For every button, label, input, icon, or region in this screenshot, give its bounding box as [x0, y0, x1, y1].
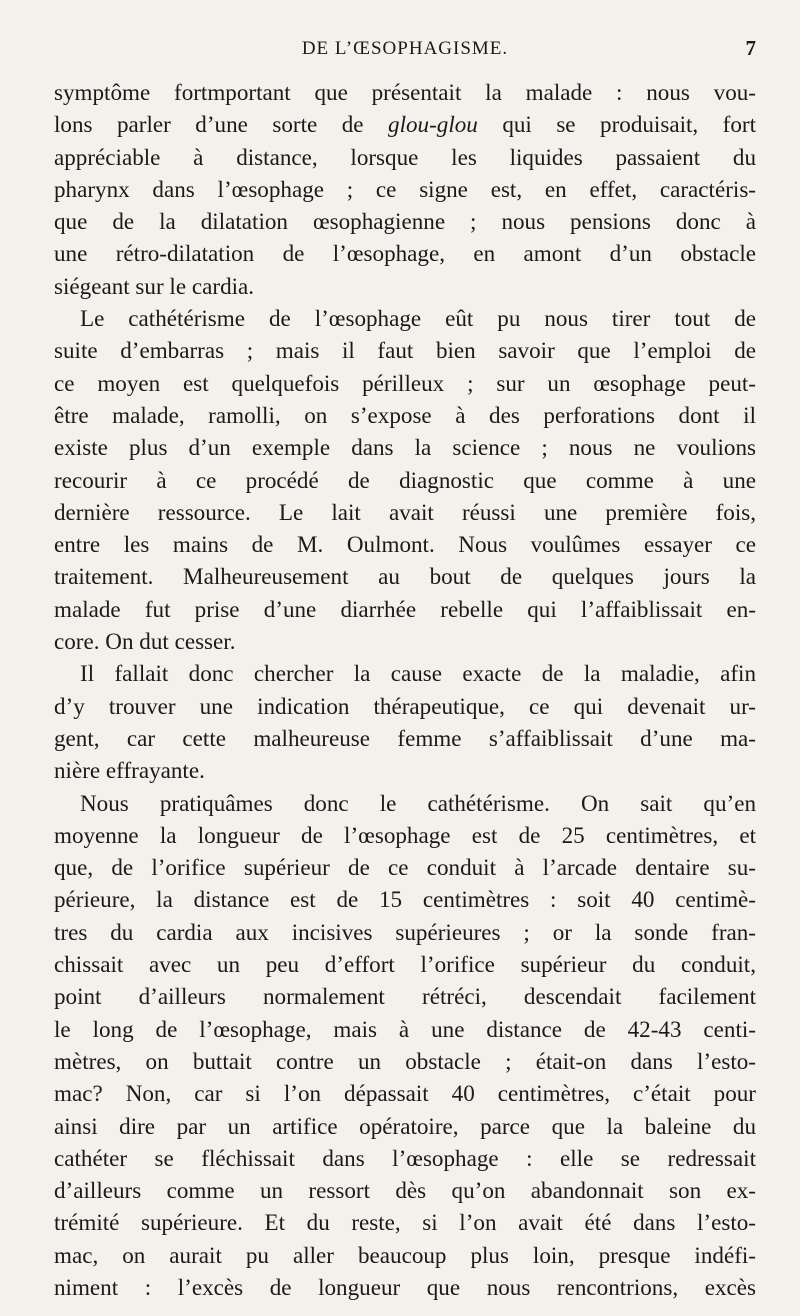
text-line: nière effrayante. — [54, 757, 205, 784]
text-line: périeure, la distance est de 15 centimètres : soit 40 centimè- — [54, 886, 756, 913]
page-number: 7 — [745, 36, 756, 60]
italic-term: glou-glou — [388, 111, 478, 138]
text-line: point d’ailleurs normalement rétréci, descendait facilement — [54, 983, 756, 1010]
text-line: traitement. Malheureusement au bout de quelques jours la — [54, 563, 756, 590]
text-line: le long de l’œsophage, mais à une distance de 42-43 centi- — [54, 1015, 756, 1042]
text-line: trémité supérieure. Et du reste, si l’on avait été dans l’esto- — [54, 1209, 756, 1236]
running-title: DE L’ŒSOPHAGISME. — [301, 38, 509, 59]
text-line: niment : l’excès de longueur que nous rencontrions, excès — [54, 1273, 756, 1300]
text-line: mac, on aurait pu aller beaucoup plus loin, presque indéfi- — [54, 1241, 756, 1268]
text-line: lons parler d’une sorte de glou-glou qui se produisait, fort — [54, 111, 756, 138]
paragraph — [54, 787, 756, 1304]
text-line: core. On dut cesser. — [54, 628, 236, 655]
text-line: Nous pratiquâmes donc le cathétérisme. On sait qu’en — [80, 789, 756, 816]
text-line: gent, car cette malheureuse femme s’affaiblissait d’une ma- — [54, 724, 756, 751]
paragraph — [54, 302, 756, 657]
text-line: suite d’embarras ; mais il faut bien savoir que l’emploi de — [54, 337, 756, 364]
text-line: Le cathétérisme de l’œsophage eût pu nous tirer tout de — [80, 305, 756, 332]
text-line: appréciable à distance, lorsque les liquides passaient du — [54, 143, 756, 170]
text-line: ce moyen est quelquefois périlleux ; sur un œsophage peut- — [54, 369, 756, 396]
text-line: que, de l’orifice supérieur de ce conduit à l’arcade dentaire su- — [54, 854, 756, 881]
text-line: que de la dilatation œsophagienne ; nous pensions donc à — [54, 208, 756, 235]
text-line: pharynx dans l’œsophage ; ce signe est, en effet, caractéris- — [54, 175, 756, 202]
text-line: chissait avec un peu d’effort l’orifice supérieur du conduit, — [54, 951, 756, 978]
text-line: siégeant sur le cardia. — [54, 272, 255, 299]
body-text — [54, 76, 756, 1303]
text-line: malade fut prise d’une diarrhée rebelle qui l’affaiblissait en- — [54, 595, 756, 622]
text-line: symptôme fortmportant que présentait la malade : nous vou- — [54, 79, 756, 105]
text-line: d’ailleurs comme un ressort dès qu’on abandonnait son ex- — [54, 1177, 756, 1204]
text-line: une rétro-dilatation de l’œsophage, en amont d’un obstacle — [54, 240, 756, 267]
text-line: être malade, ramolli, on s’expose à des perforations dont il — [54, 401, 756, 428]
text-line: moyenne la longueur de l’œsophage est de 25 centimètres, et — [54, 821, 756, 848]
paragraph — [54, 657, 756, 786]
text-line: entre les mains de M. Oulmont. Nous voulûmes essayer ce — [54, 531, 756, 558]
text-line: dernière ressource. Le lait avait réussi une première fois, — [54, 498, 756, 525]
text-line: existe plus d’un exemple dans la science ; nous ne voulions — [54, 434, 756, 461]
text-line: d’y trouver une indication thérapeutique, ce qui devenait ur- — [54, 692, 756, 719]
text-line: cathéter se fléchissait dans l’œsophage : elle se redressait — [54, 1144, 756, 1171]
text-line: tres du cardia aux incisives supérieures ; or la sonde fran- — [54, 918, 756, 945]
text-line: Il fallait donc chercher la cause exacte de la maladie, afin — [80, 660, 756, 687]
text-line: mètres, on buttait contre un obstacle ; était-on dans l’esto- — [54, 1047, 756, 1074]
paragraph — [54, 76, 756, 302]
text-line: ainsi dire par un artifice opératoire, parce que la baleine du — [54, 1112, 756, 1139]
running-head — [54, 34, 756, 74]
text-line: recourir à ce procédé de diagnostic que comme à une — [54, 466, 756, 493]
text-line: mac? Non, car si l’on dépassait 40 centimètres, c’était pour — [54, 1080, 756, 1107]
